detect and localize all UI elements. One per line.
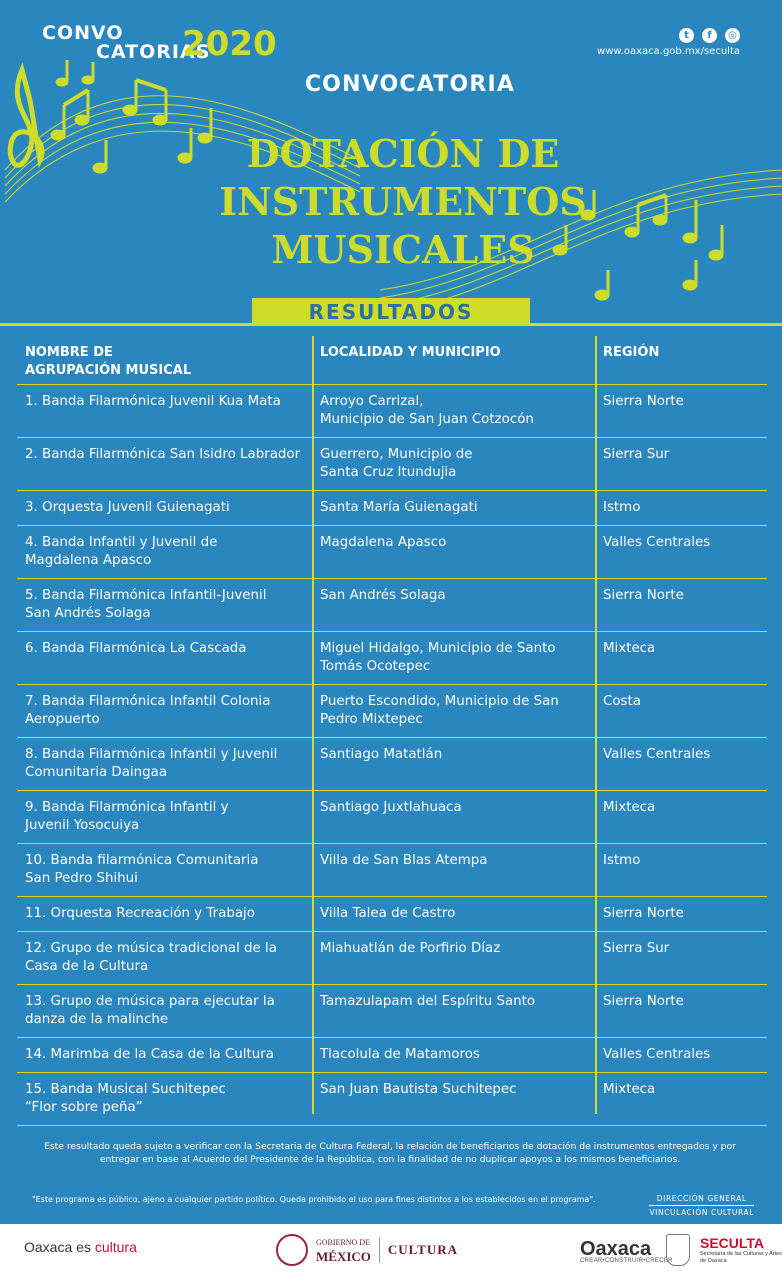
instagram-icon[interactable]: ◎ <box>725 28 740 43</box>
disclaimer: "Este programa es público, ajeno a cualquier partido político. Queda prohibido el uso para fines distintos a los establecidos en el programa". <box>32 1195 596 1204</box>
cell-location: Tamazulapam del Espíritu Santo <box>320 994 536 1009</box>
cell-region: Istmo <box>603 853 641 868</box>
title-line: INSTRUMENTOS <box>219 179 587 224</box>
footer <box>0 1224 782 1280</box>
cultura-word: cultura <box>94 1239 137 1255</box>
cell-location: Santa María Guienagati <box>320 500 478 515</box>
table-header-row <box>17 336 767 385</box>
cell-location: Miahuatlán de Porfirio Díaz <box>320 941 501 956</box>
cell-name: 15. Banda Musical Suchitepec “Flor sobre peña” <box>25 1082 226 1115</box>
table-row <box>17 932 767 985</box>
table-row <box>17 385 767 438</box>
cell-location: Magdalena Apasco <box>320 535 447 550</box>
direccion-general <box>649 1193 754 1218</box>
title-line: DOTACIÓN DE <box>246 131 560 176</box>
cell-location: Arroyo Carrizal, Municipio de San Juan Cotzocón <box>320 394 534 427</box>
gobierno-line1: GOBIERNO DE <box>316 1238 370 1247</box>
direccion-line2: VINCULACIÓN CULTURAL <box>649 1208 754 1217</box>
table-row <box>17 738 767 791</box>
footnote: Este resultado queda sujeto a verificar con la Secretaria de Cultura Federal, la relación de beneficiarios de dotación de instrumentos entregados y por entregar en base al Acuerdo del Presidente de la República, con la finalidad de no duplicar apoyos a los mismos beneficiarios. <box>44 1141 736 1165</box>
cell-location: Tlacolula de Matamoros <box>320 1047 480 1062</box>
cell-name: 10. Banda filarmónica Comunitaria San Pedro Shihui <box>25 853 259 886</box>
cell-name: 3. Orquesta Juvenil Guienagati <box>25 500 230 515</box>
seculta-sub: Secretaría de las Culturas y Artes de Oaxaca <box>700 1251 782 1264</box>
cell-region: Sierra Sur <box>603 941 670 956</box>
seculta-logo <box>700 1235 782 1265</box>
title-line: MUSICALES <box>271 227 535 272</box>
header-cell-location: LOCALIDAD Y MUNICIPIO <box>320 345 501 360</box>
cell-region: Mixteca <box>603 641 656 656</box>
table-row <box>17 791 767 844</box>
cell-name: 2. Banda Filarmónica San Isidro Labrador <box>25 447 301 462</box>
cell-name: 4. Banda Infantil y Juvenil de Magdalena Apasco <box>25 535 218 568</box>
cell-region: Mixteca <box>603 1082 656 1097</box>
cell-name: 13. Grupo de música para ejecutar la danza de la malinche <box>25 994 275 1027</box>
cell-name: 12. Grupo de música tradicional de la Casa de la Cultura <box>25 941 277 974</box>
cell-region: Sierra Norte <box>603 994 684 1009</box>
gobierno-de-mexico-logo <box>276 1234 458 1266</box>
cell-location: San Andrés Solaga <box>320 588 446 603</box>
cell-location: Puerto Escondido, Municipio de San Pedro Mixtepec <box>320 694 559 727</box>
table-row <box>17 985 767 1038</box>
cell-location: Villa Talea de Castro <box>320 906 456 921</box>
header-cell-region: REGIÓN <box>603 345 660 360</box>
table-row <box>17 579 767 632</box>
logo-line2: CATORIAS <box>96 41 211 63</box>
results-table <box>17 336 767 1126</box>
website-link[interactable]: www.oaxaca.gob.mx/seculta <box>597 46 740 57</box>
cell-region: Valles Centrales <box>603 1047 711 1062</box>
shield-icon <box>666 1234 690 1266</box>
cell-location: Villa de San Blas Atempa <box>320 853 488 868</box>
cell-region: Valles Centrales <box>603 747 711 762</box>
cell-location: Miguel Hidalgo, Municipio de Santo Tomás Ocotepec <box>320 641 556 674</box>
table-row <box>17 526 767 579</box>
table-row <box>17 844 767 897</box>
cell-region: Mixteca <box>603 800 656 815</box>
logo-year: 2020 <box>182 24 277 64</box>
facebook-icon[interactable]: f <box>702 28 717 43</box>
cell-region: Sierra Sur <box>603 447 670 462</box>
table-row <box>17 438 767 491</box>
cell-region: Istmo <box>603 500 641 515</box>
cell-name: 14. Marimba de la Casa de la Cultura <box>25 1047 274 1062</box>
oaxaca-tagline: CREAR•CONSTRUIR•CRECER <box>580 1258 673 1264</box>
cell-location: Guerrero, Municipio de Santa Cruz Itundujia <box>320 447 473 480</box>
cell-name: 11. Orquesta Recreación y Trabajo <box>25 906 255 921</box>
cell-location: Santiago Juxtlahuaca <box>320 800 462 815</box>
direccion-line1: DIRECCIÓN GENERAL <box>656 1194 747 1203</box>
cell-location: San Juan Bautista Suchitepec <box>320 1082 517 1097</box>
cell-region: Costa <box>603 694 641 709</box>
cell-region: Sierra Norte <box>603 394 684 409</box>
cell-name: 1. Banda Filarmónica Juvenil Kua Mata <box>25 394 281 409</box>
kicker: CONVOCATORIA <box>304 72 516 97</box>
header-cell-name: NOMBRE DE AGRUPACIÓN MUSICAL <box>25 345 192 378</box>
table-row <box>17 685 767 738</box>
cell-region: Sierra Norte <box>603 906 684 921</box>
convocatorias-2020-logo <box>42 22 277 64</box>
table-row <box>17 897 767 932</box>
cell-name: 6. Banda Filarmónica La Cascada <box>25 641 247 656</box>
page-title <box>208 130 598 274</box>
cell-region: Valles Centrales <box>603 535 711 550</box>
table-row <box>17 491 767 526</box>
table-row <box>17 1073 767 1126</box>
divider <box>649 1205 754 1206</box>
gobierno-line2: MÉXICO <box>316 1249 371 1264</box>
table-row <box>17 632 767 685</box>
results-label: RESULTADOS <box>252 298 530 324</box>
cell-location: Santiago Matatlán <box>320 747 443 762</box>
seculta-text: SECULTA <box>700 1235 765 1251</box>
seal-icon <box>276 1234 308 1266</box>
cell-region: Sierra Norte <box>603 588 684 603</box>
cell-name: 5. Banda Filarmónica Infantil-Juvenil San Andrés Solaga <box>25 588 267 621</box>
table-row <box>17 1038 767 1073</box>
divider <box>379 1237 380 1263</box>
oaxaca-logo <box>580 1238 673 1264</box>
logo-line1: CONVO <box>42 22 124 44</box>
oaxaca-es-cultura <box>24 1239 137 1255</box>
cultura-logo: CULTURA <box>387 1242 458 1257</box>
oaxaca-logo-text: Oaxaca <box>580 1238 652 1260</box>
cell-name: 7. Banda Filarmónica Infantil Colonia Aeropuerto <box>25 694 271 727</box>
twitter-icon[interactable]: t <box>679 28 694 43</box>
cell-name: 8. Banda Filarmónica Infantil y Juvenil Comunitaria Daingaa <box>25 747 278 780</box>
social-links <box>679 28 740 43</box>
oaxaca-es-prefix: Oaxaca es <box>24 1239 95 1255</box>
cell-name: 9. Banda Filarmónica Infantil y Juvenil Yosocuiya <box>25 800 229 833</box>
